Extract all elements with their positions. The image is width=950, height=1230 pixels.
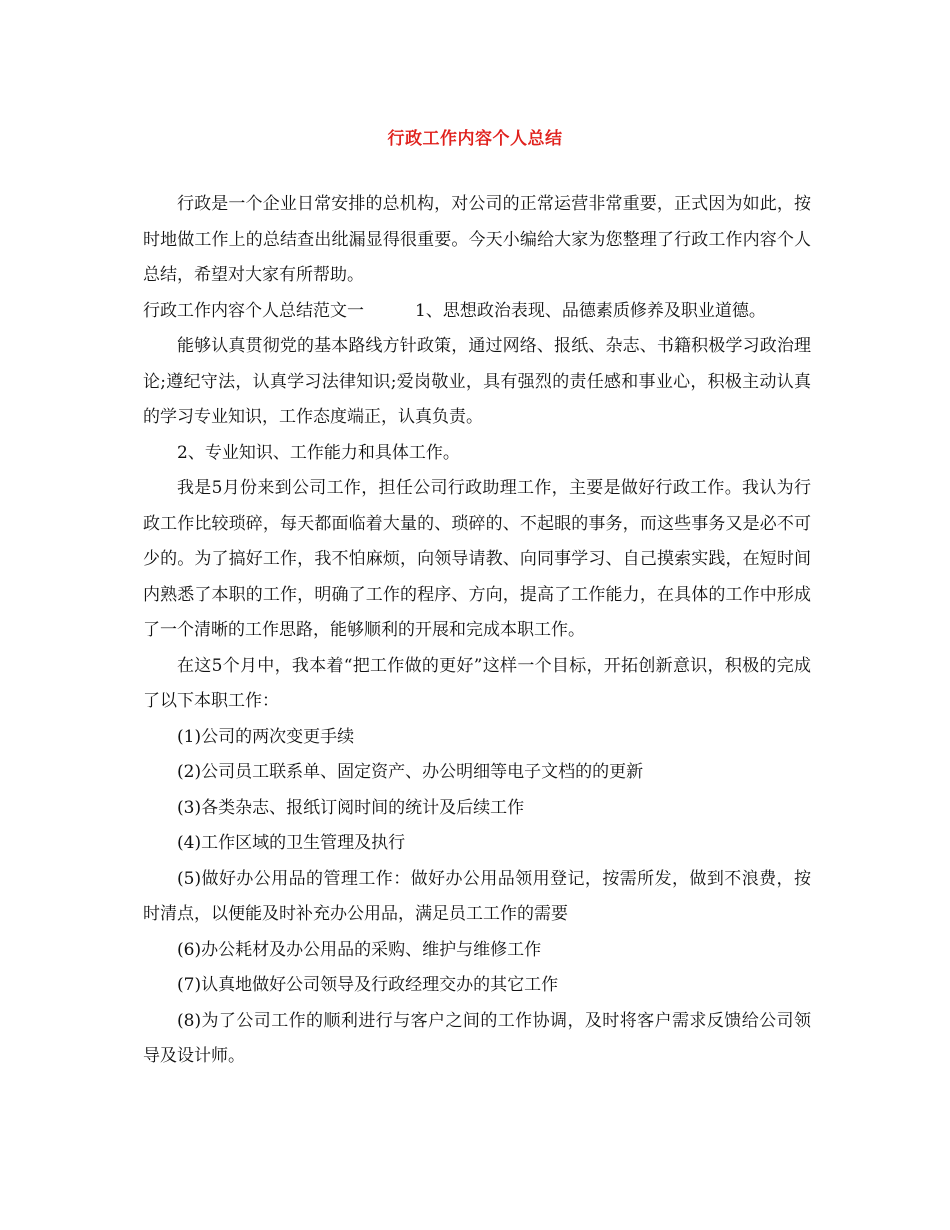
body-paragraph: 我是5月份来到公司工作，担任公司行政助理工作，主要是做好行政工作。我认为行政工作比较琐碎，每天都面临着大量的、琐碎的、不起眼的事务，而这些事务又是必不可少的。为了搞好工作，我不怕麻烦，向领导请教、向同事学习、自己摸索实践，在短时间内熟悉了本职的工作，明确了工作的程序、方向，提高了工作能力，在具体的工作中形成了一个清晰的工作思路，能够顺利的开展和完成本职工作。 (143, 478, 811, 640)
document-body (143, 187, 811, 1075)
list-item: (3)各类杂志、报纸订阅时间的统计及后续工作 (177, 797, 525, 818)
body-paragraph: 2、专业知识、工作能力和具体工作。 (177, 442, 460, 463)
list-item: (1)公司的两次变更手续 (177, 726, 355, 747)
section-heading-paragraph: 行政工作内容个人总结范文一 1、思想政治表现、品德素质修养及职业道德。 (143, 300, 766, 321)
body-paragraph: 在这5个月中，我本着“把工作做的更好”这样一个目标，开拓创新意识，积极的完成了以下本职工作： (143, 655, 811, 711)
list-item: (8)为了公司工作的顺利进行与客户之间的工作协调，及时将客户需求反馈给公司领导及设计师。 (143, 1010, 811, 1066)
list-item: (7)认真地做好公司领导及行政经理交办的其它工作 (177, 975, 559, 995)
intro-paragraph: 行政是一个企业日常安排的总机构，对公司的正常运营非常重要，正式因为如此，按时地做工作上的总结查出纰漏显得很重要。今天小编给大家为您整理了行政工作内容个人总结，希望对大家有所帮助。 (143, 194, 811, 285)
body-paragraph: 能够认真贯彻党的基本路线方针政策，通过网络、报纸、杂志、书籍积极学习政治理论;遵纪守法，认真学习法律知识;爱岗敬业，具有强烈的责任感和事业心，积极主动认真的学习专业知识，工作态度端正，认真负责。 (143, 336, 811, 427)
list-item: (6)办公耗材及办公用品的采购、维护与维修工作 (177, 939, 542, 960)
document-title: 行政工作内容个人总结 (387, 129, 563, 149)
list-item: (4)工作区域的卫生管理及执行 (177, 833, 406, 853)
list-item: (2)公司员工联系单、固定资产、办公明细等电子文档的的更新 (177, 762, 644, 782)
list-item: (5)做好办公用品的管理工作：做好办公用品领用登记，按需所发，做到不浪费，按时清点，以便能及时补充办公用品，满足员工工作的需要 (143, 868, 811, 924)
